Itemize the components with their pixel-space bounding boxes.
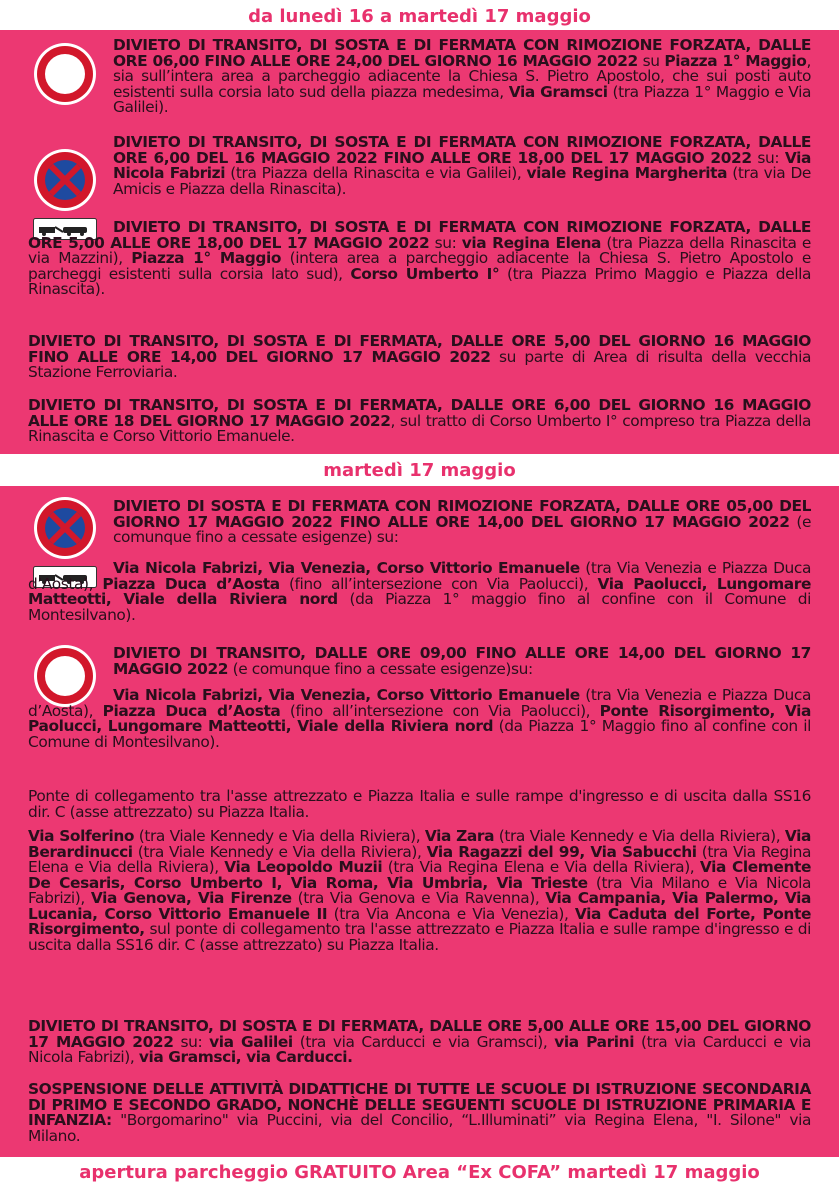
no-parking-sign-icon [33,496,97,560]
section-header-1: da lunedì 16 a martedì 17 maggio [248,6,591,27]
notice-10: Ponte di collegamento tra l'asse attrezzato e Piazza Italia e sulle rampe d'ingresso e di uscita dalla SS16 dir. C (asse attrezzato) su Piazza Italia. [28,787,811,821]
notice-panel-2 [0,486,839,1157]
notice-7: Via Nicola Fabrizi, Via Venezia, Corso Vittorio Emanuele (tra Via Venezia e Piazza Duca d’Aosta), Piazza Duca d’Aosta (fino all’intersezione con Via Paolucci), Via Paolucci, Lungomare Matteotti, Viale della Riviera nord (da Piazza 1° maggio fino al confine con il Comune di Montesilvano). [28,559,812,624]
no-transit-sign-icon [33,42,97,106]
section-header-2: martedì 17 maggio [323,460,516,481]
notice-13: SOSPENSIONE DELLE ATTIVITÀ DIDATTICHE DI TUTTE LE SCUOLE DI ISTRUZIONE SECONDARIA DI PRIMO E SECONDO GRADO, NONCHÈ DELLE SEGUENTI SCUOLE DI ISTRUZIONE PRIMARIA E INFANZIA: "Borgomarino" via Puccini, via del Concilio, “L.Illuminati” via Regina Elena, "I. Silone" via Milano. [28,1080,811,1145]
notice-6: DIVIETO DI SOSTA E DI FERMATA CON RIMOZIONE FORZATA, DALLE ORE 05,00 DEL GIORNO 17 MAGGIO 2022 FINO ALLE ORE 14,00 DEL GIORNO 17 MAGGIO 2022 (e comunque fino a cessate esigenze) su: [113,497,812,546]
notice-12: DIVIETO DI TRANSITO, DI SOSTA E DI FERMATA, DALLE ORE 5,00 ALLE ORE 15,00 DEL GIORNO 17 MAGGIO 2022 su: via Galilei (tra via Carducci e via Gramsci), via Parini (tra via Carducci e via Nicola Fabrizi), via Gramsci, via Carducci. [28,1017,812,1066]
footer-banner: apertura parcheggio GRATUITO Area “Ex COFA” martedì 17 maggio [79,1162,760,1183]
notice-3: DIVIETO DI TRANSITO, DI SOSTA E DI FERMATA CON RIMOZIONE FORZATA, DALLE ORE 5,00 ALLE ORE 18,00 DEL 17 MAGGIO 2022 su: via Regina Elena (tra Piazza della Rinascita e via Mazzini), Piazza 1° Maggio (intera area a parcheggio adiacente la Chiesa S. Pietro Apostolo e parcheggi esistenti sulla corsia lato sud), Corso Umberto I° (tra Piazza Primo Maggio e Piazza della Rinascita). [28,218,811,298]
notice-4: DIVIETO DI TRANSITO, DI SOSTA E DI FERMATA, DALLE ORE 5,00 DEL GIORNO 16 MAGGIO FINO ALLE ORE 14,00 DEL GIORNO 17 MAGGIO 2022 su parte di Area di risulta della vecchia Stazione Ferroviaria. [28,332,811,381]
no-parking-sign-icon [33,148,97,212]
notice-5: DIVIETO DI TRANSITO, DI SOSTA E DI FERMATA, DALLE ORE 6,00 DEL GIORNO 16 MAGGIO ALLE ORE 18 DEL GIORNO 17 MAGGIO 2022, sul tratto di Corso Umberto I° compreso tra Piazza della Rinascita e Corso Vittorio Emanuele. [28,396,811,445]
notice-8: DIVIETO DI TRANSITO, DALLE ORE 09,00 FINO ALLE ORE 14,00 DEL GIORNO 17 MAGGIO 2022 (e comunque fino a cessate esigenze)su: [113,644,811,678]
notice-9: Via Nicola Fabrizi, Via Venezia, Corso Vittorio Emanuele (tra Via Venezia e Piazza Duca d’Aosta), Piazza Duca d’Aosta (fino all’intersezione con Via Paolucci), Ponte Risorgimento, Via Paolucci, Lungomare Matteotti, Viale della Riviera nord (da Piazza 1° Maggio fino al confine con il Comune di Montesilvano). [28,686,812,751]
notice-2: DIVIETO DI TRANSITO, DI SOSTA E DI FERMATA CON RIMOZIONE FORZATA, DALLE ORE 6,00 DEL 16 MAGGIO 2022 FINO ALLE ORE 18,00 DEL 17 MAGGIO 2022 su: Via Nicola Fabrizi (tra Piazza della Rinascita e via Galilei), viale Regina Margherita (tra via De Amicis e Piazza della Rinascita). [113,133,812,198]
notice-1: DIVIETO DI TRANSITO, DI SOSTA E DI FERMATA CON RIMOZIONE FORZATA, DALLE ORE 06,00 FINO ALLE ORE 24,00 DEL GIORNO 16 MAGGIO 2022 su Piazza 1° Maggio, sia sull’intera area a parcheggio adiacente la Chiesa S. Pietro Apostolo, che sui posti auto esistenti sulla corsia lato sud della piazza medesima, Via Gramsci (tra Piazza 1° Maggio e Via Galilei). [113,36,811,116]
notice-panel-1 [0,30,839,454]
notice-11: Via Solferino (tra Viale Kennedy e Via della Riviera), Via Zara (tra Viale Kennedy e Via della Riviera), Via Berardinucci (tra Viale Kennedy e Via della Riviera), Via Ragazzi del 99, Via Sabucchi (tra Via Regina Elena e Via della Riviera), Via Leopoldo Muzii (tra Via Regina Elena e Via della Riviera), Via Clemente De Cesaris, Corso Umberto I, Via Roma, Via Umbria, Via Trieste (tra Via Milano e Via Nicola Fabrizi), Via Genova, Via Firenze (tra Via Genova e Via Ravenna), Via Campania, Via Palermo, Via Lucania, Corso Vittorio Emanuele II (tra Via Ancona e Via Venezia), Via Caduta del Forte, Ponte Risorgimento, sul ponte di collegamento tra l'asse attrezzato e Piazza Italia e sulle rampe d'ingresso e di uscita dalla SS16 dir. C (asse attrezzato) su Piazza Italia. [28,827,812,954]
